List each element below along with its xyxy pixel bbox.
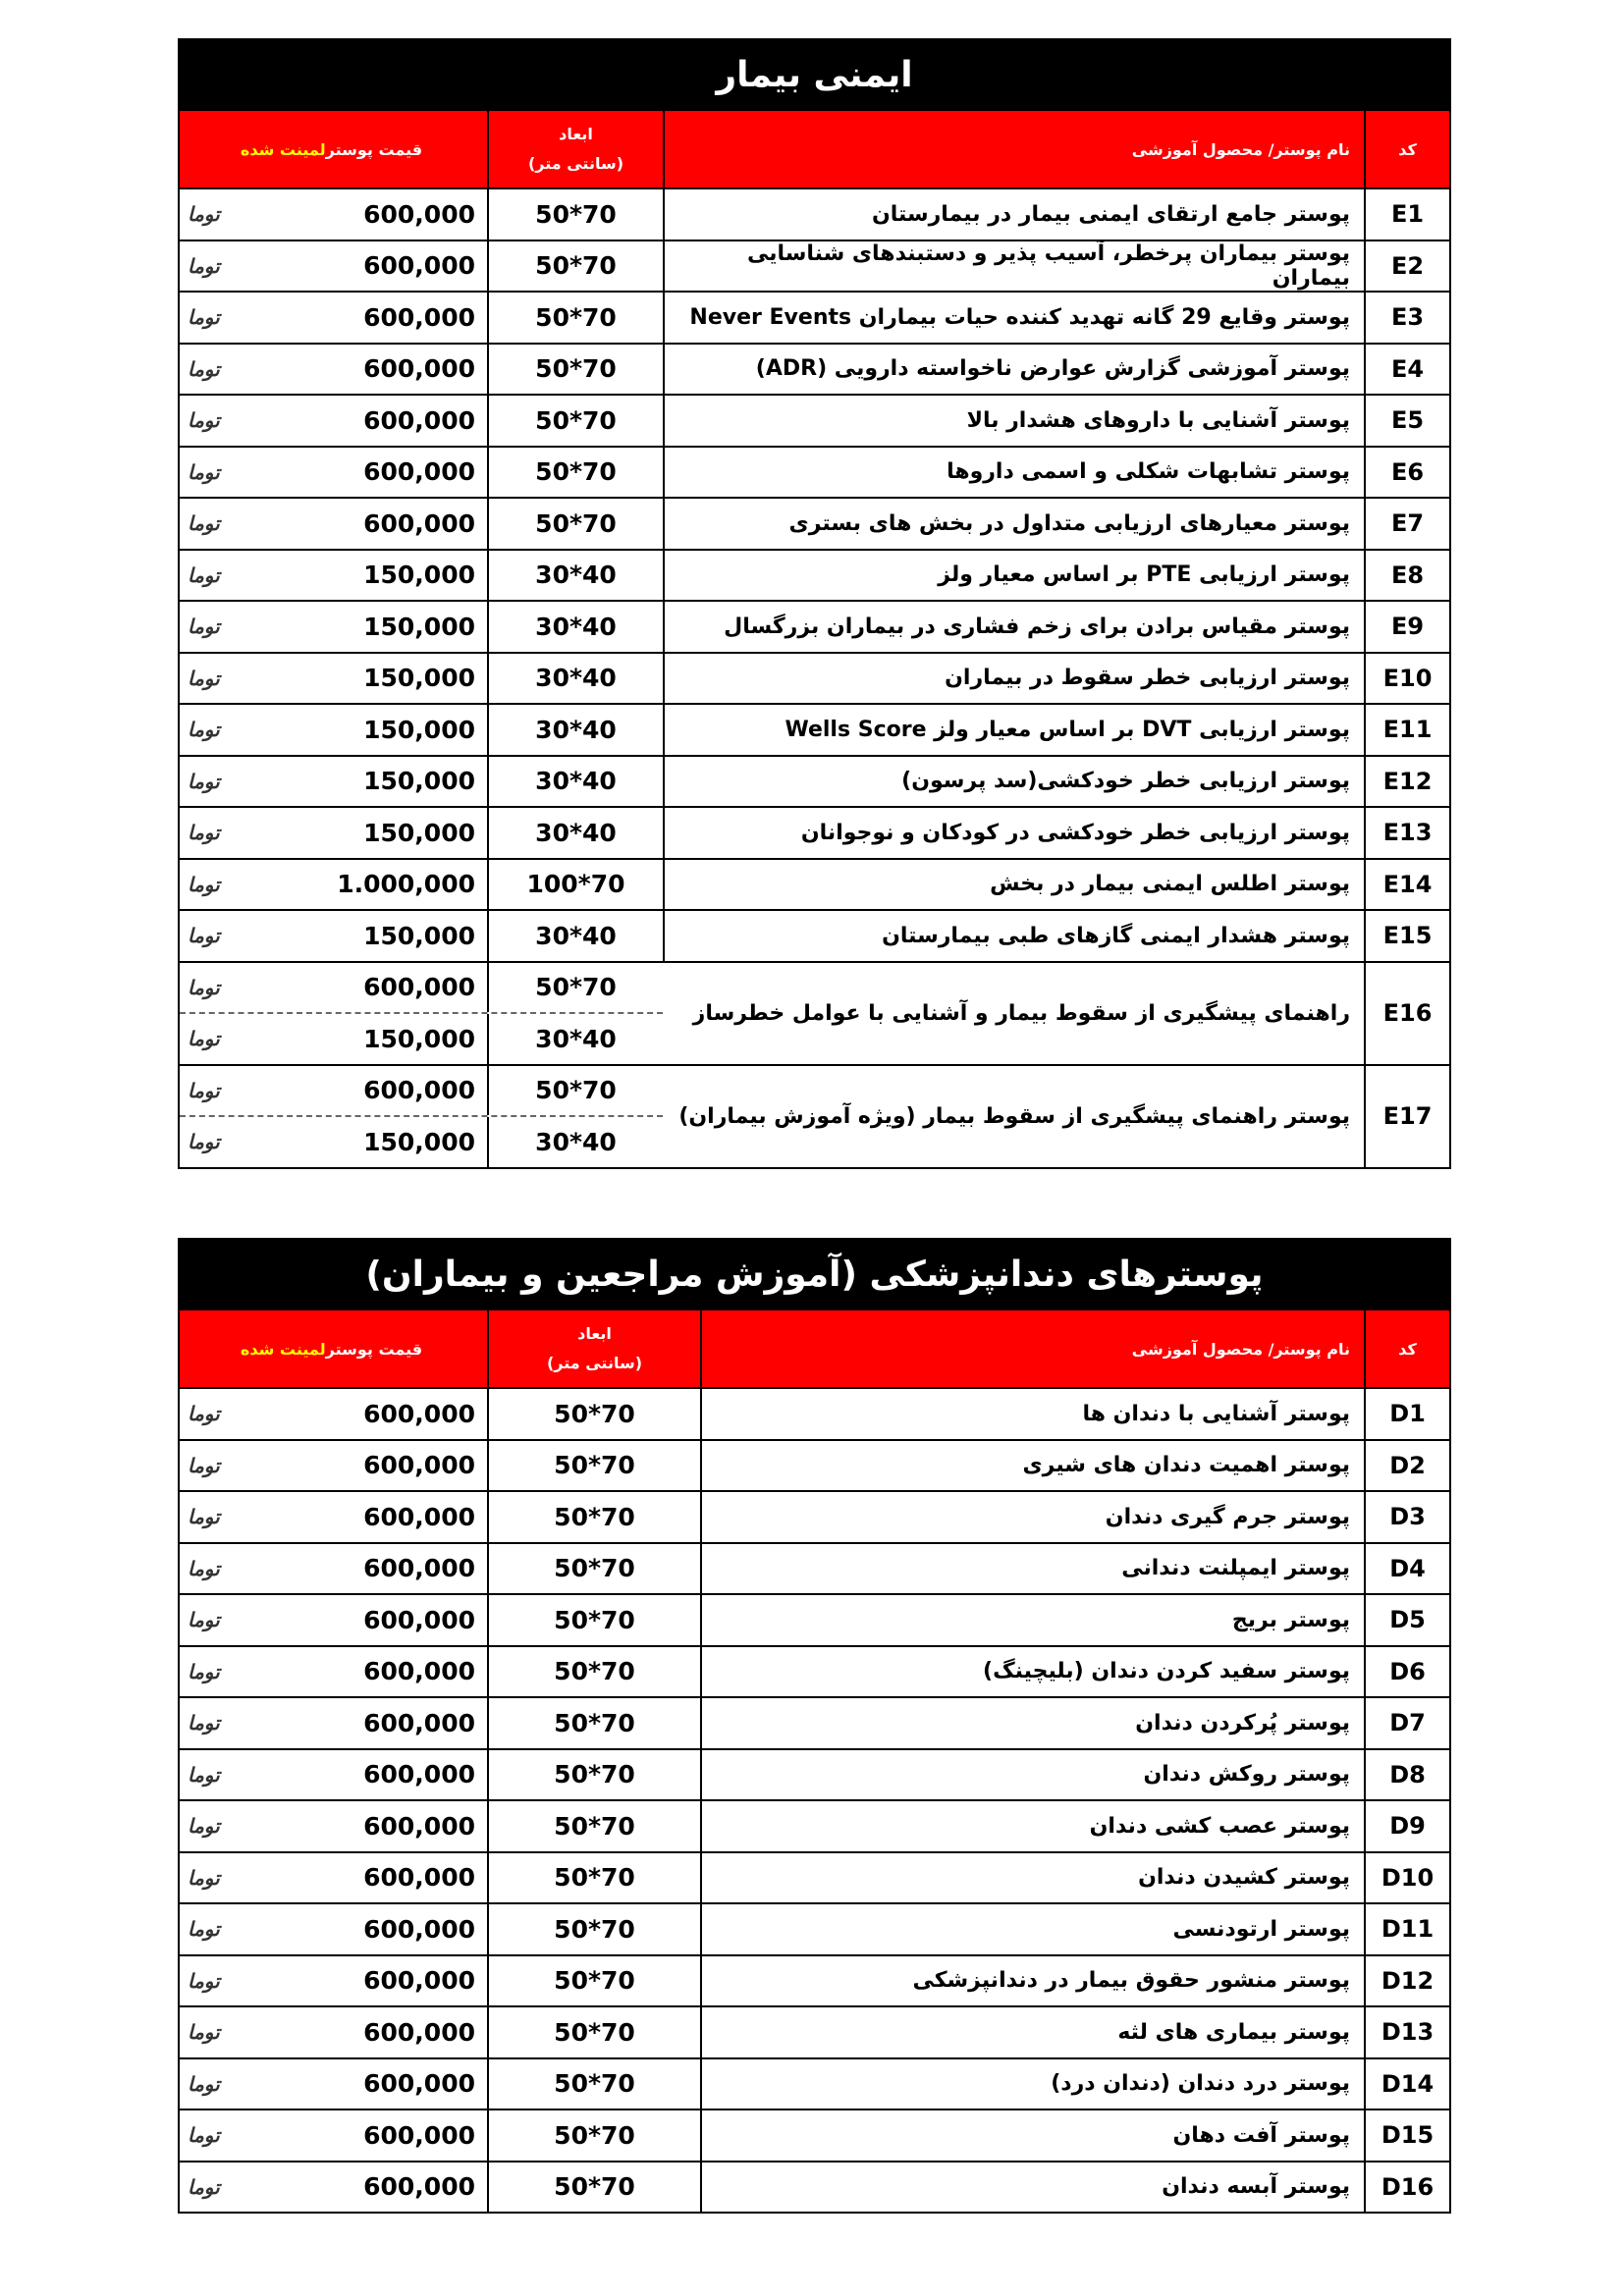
price-cell (180, 602, 487, 652)
price-cell (180, 241, 487, 292)
variant-row (180, 1115, 663, 1167)
code-cell: D1 (1364, 1389, 1449, 1439)
section-title: پوسترهای دندانپزشکی (آموزش مراجعین و بیماران) (180, 1240, 1449, 1308)
name-cell: پوستر درد دندان (دندان درد) (700, 2059, 1364, 2109)
price-cell (180, 1853, 487, 1903)
code-cell: D4 (1364, 1544, 1449, 1594)
price-value: 150,000 (363, 1127, 475, 1156)
patient-safety-table (178, 38, 1451, 1169)
code-cell: D2 (1364, 1441, 1449, 1491)
price-value: 600,000 (363, 457, 475, 487)
price-value: 600,000 (363, 973, 475, 1002)
brand-logo: توما (188, 459, 220, 484)
table-header (180, 1308, 1449, 1387)
table-row (180, 806, 1449, 858)
price-cell (180, 551, 487, 601)
name-cell: پوستر کشیدن دندان (700, 1853, 1364, 1903)
brand-logo: توما (188, 1711, 220, 1735)
section-title: ایمنی بیمار (180, 40, 1449, 109)
header-dim-line2: (سانتی متر) (527, 154, 624, 173)
code-cell: D15 (1364, 2110, 1449, 2161)
name-cell: پوستر هشدار ایمنی گازهای طبی بیمارستان (663, 911, 1364, 961)
price-cell (180, 1544, 487, 1594)
dimension-cell: 30*40 (487, 1014, 663, 1064)
price-cell (180, 396, 487, 446)
price-cell (180, 293, 487, 343)
name-cell: پوستر بیماران پرخطر، آسیب پذیر و دستبندهای شناسایی بیماران (663, 241, 1364, 292)
dimension-cell: 50*70 (487, 2059, 700, 2109)
header-dim-line1: ابعاد (559, 125, 593, 143)
variant-row (180, 963, 663, 1013)
table-row (180, 2109, 1449, 2161)
price-cell (180, 1698, 487, 1748)
brand-logo: توما (188, 1659, 220, 1683)
name-cell: پوستر ارزیابی خطر خودکشی در کودکان و نوجوانان (663, 808, 1364, 858)
dimension-cell: 50*70 (487, 1801, 700, 1851)
dimension-cell: 50*70 (487, 1595, 700, 1645)
name-cell: پوستر ارزیابی خطر خودکشی(سد پرسون) (663, 757, 1364, 807)
header-code: کد (1364, 111, 1449, 187)
name-cell: پوستر جامع ارتقای ایمنی بیمار در بیمارستان (663, 189, 1364, 240)
header-name: نام پوستر/ محصول آموزشی (700, 1310, 1364, 1387)
brand-logo: توما (188, 511, 220, 536)
name-cell: پوستر ایمپلنت دندانی (700, 1544, 1364, 1594)
brand-logo: توما (188, 924, 220, 948)
price-cell (180, 911, 487, 961)
table-row (180, 2057, 1449, 2109)
table-row-group (180, 1064, 1449, 1167)
header-price-highlight: لمینت شده (240, 1339, 326, 1359)
brand-logo: توما (188, 1762, 220, 1787)
code-cell: E4 (1364, 345, 1449, 395)
table-row (180, 1851, 1449, 1903)
brand-logo: توما (188, 718, 220, 742)
price-cell (180, 1492, 487, 1542)
code-cell: E5 (1364, 396, 1449, 446)
brand-logo: توما (188, 1556, 220, 1580)
group-variants (180, 963, 663, 1064)
brand-logo: توما (188, 2174, 220, 2199)
dimension-cell: 50*70 (487, 499, 663, 549)
table-row (180, 1696, 1449, 1748)
name-cell: پوستر جرم گیری دندان (700, 1492, 1364, 1542)
price-cell (180, 1117, 487, 1167)
table-row (180, 1748, 1449, 1800)
brand-logo: توما (188, 821, 220, 845)
price-value: 600,000 (363, 1760, 475, 1789)
brand-logo: توما (188, 872, 220, 896)
name-cell: پوستر آبسه دندان (700, 2163, 1364, 2213)
price-cell (180, 345, 487, 395)
brand-logo: توما (188, 356, 220, 381)
code-cell: D16 (1364, 2163, 1449, 2213)
name-cell: پوستر منشور حقوق بیمار در دندانپزشکی (700, 1956, 1364, 2006)
price-value: 150,000 (363, 767, 475, 796)
brand-logo: توما (188, 666, 220, 690)
brand-logo: توما (188, 769, 220, 793)
dimension-cell: 50*70 (487, 448, 663, 498)
header-dimensions (487, 111, 663, 187)
dimension-cell: 50*70 (487, 1698, 700, 1748)
table-row (180, 755, 1449, 807)
dimension-cell: 50*70 (487, 396, 663, 446)
dimension-cell: 30*40 (487, 757, 663, 807)
price-value: 600,000 (363, 1914, 475, 1944)
table-row (180, 858, 1449, 910)
price-cell (180, 1750, 487, 1800)
code-cell: E6 (1364, 448, 1449, 498)
price-cell (180, 189, 487, 240)
price-value: 600,000 (363, 1966, 475, 1996)
variant-row (180, 1012, 663, 1064)
brand-logo: توما (188, 1453, 220, 1477)
price-cell (180, 705, 487, 755)
name-cell: پوستر آموزشی گزارش عوارض ناخواسته دارویی (ADR) (663, 345, 1364, 395)
price-value: 600,000 (363, 251, 475, 281)
price-value: 150,000 (363, 561, 475, 590)
table-row (180, 1645, 1449, 1697)
brand-logo: توما (188, 2123, 220, 2148)
price-value: 1.000,000 (337, 870, 475, 899)
group-variants (180, 1066, 663, 1167)
price-value: 600,000 (363, 2017, 475, 2047)
name-cell: پوستر مقیاس برادن برای زخم فشاری در بیماران بزرگسال (663, 602, 1364, 652)
brand-logo: توما (188, 1917, 220, 1942)
price-value: 600,000 (363, 354, 475, 384)
dimension-cell: 50*70 (487, 293, 663, 343)
dimension-cell: 50*70 (487, 1956, 700, 2006)
price-cell (180, 2110, 487, 2161)
code-cell: E1 (1364, 189, 1449, 240)
brand-logo: توما (188, 562, 220, 587)
price-value: 150,000 (363, 715, 475, 744)
name-cell: پوستر عصب کشی دندان (700, 1801, 1364, 1851)
price-cell (180, 1801, 487, 1851)
code-cell: E2 (1364, 241, 1449, 292)
table-row (180, 1954, 1449, 2006)
dimension-cell: 50*70 (487, 2007, 700, 2057)
name-cell: پوستر اهمیت دندان های شیری (700, 1441, 1364, 1491)
price-value: 600,000 (363, 1554, 475, 1583)
name-cell: پوستر آشنایی با داروهای هشدار بالا (663, 396, 1364, 446)
table-row-group (180, 961, 1449, 1064)
table-row (180, 291, 1449, 343)
price-value: 600,000 (363, 1605, 475, 1634)
brand-logo: توما (188, 1505, 220, 1529)
name-cell: پوستر بریج (700, 1595, 1364, 1645)
table-row (180, 652, 1449, 704)
brand-logo: توما (188, 202, 220, 227)
price-value: 600,000 (363, 1399, 475, 1428)
code-cell: D8 (1364, 1750, 1449, 1800)
name-cell: پوستر معیارهای ارزیابی متداول در بخش های بستری (663, 499, 1364, 549)
header-dim-line2: (سانتی متر) (546, 1354, 643, 1372)
code-cell: D14 (1364, 2059, 1449, 2109)
dimension-cell: 50*70 (487, 1544, 700, 1594)
table-row (180, 187, 1449, 240)
price-cell (180, 1956, 487, 2006)
code-cell: E17 (1364, 1066, 1449, 1167)
name-cell: پوستر سفید کردن دندان (بلیچینگ) (700, 1647, 1364, 1697)
header-code: کد (1364, 1310, 1449, 1387)
price-cell (180, 2007, 487, 2057)
dental-posters-table (178, 1238, 1451, 2214)
brand-logo: توما (188, 1078, 220, 1102)
price-value: 150,000 (363, 818, 475, 847)
code-cell: D10 (1364, 1853, 1449, 1903)
code-cell: D3 (1364, 1492, 1449, 1542)
price-cell (180, 1441, 487, 1491)
name-cell: پوستر ارزیابی PTE بر اساس معیار ولز (663, 551, 1364, 601)
dimension-cell: 50*70 (487, 241, 663, 292)
price-value: 600,000 (363, 508, 475, 538)
group-info (663, 963, 1449, 1064)
dimension-cell: 50*70 (487, 963, 663, 1013)
code-cell: E3 (1364, 293, 1449, 343)
brand-logo: توما (188, 1968, 220, 1993)
price-cell (180, 1066, 487, 1116)
name-cell: پوستر آشنایی با دندان ها (700, 1389, 1364, 1439)
dimension-cell: 50*70 (487, 1904, 700, 1954)
table-row (180, 909, 1449, 961)
price-value: 600,000 (363, 1708, 475, 1737)
table-header (180, 109, 1449, 187)
header-dimensions (487, 1310, 700, 1387)
code-cell: E12 (1364, 757, 1449, 807)
header-price-label: قیمت پوستر (325, 139, 423, 159)
variant-row (180, 1066, 663, 1116)
brand-logo: توما (188, 975, 220, 999)
code-cell: D13 (1364, 2007, 1449, 2057)
code-cell: D11 (1364, 1904, 1449, 1954)
name-cell: پوستر ارزیابی DVT بر اساس معیار ولز Wells Score (663, 705, 1364, 755)
brand-logo: توما (188, 1814, 220, 1839)
price-value: 150,000 (363, 612, 475, 641)
price-cell (180, 1904, 487, 1954)
dimension-cell: 50*70 (487, 1647, 700, 1697)
price-cell (180, 808, 487, 858)
brand-logo: توما (188, 2020, 220, 2045)
header-name: نام پوستر/ محصول آموزشی (663, 111, 1364, 187)
price-value: 150,000 (363, 1024, 475, 1053)
dimension-cell: 30*40 (487, 551, 663, 601)
dimension-cell: 100*70 (487, 860, 663, 910)
price-cell (180, 1014, 487, 1064)
table-row (180, 343, 1449, 395)
price-value: 600,000 (363, 405, 475, 435)
name-cell: پوستر اطلس ایمنی بیمار در بخش (663, 860, 1364, 910)
dimension-cell: 30*40 (487, 1117, 663, 1167)
dimension-cell: 50*70 (487, 189, 663, 240)
code-cell: E9 (1364, 602, 1449, 652)
code-cell: E8 (1364, 551, 1449, 601)
name-cell: پوستر وقایع 29 گانه تهدید کننده حیات بیماران Never Events (663, 293, 1364, 343)
name-cell: پوستر بیماری های لثه (700, 2007, 1364, 2057)
code-cell: D7 (1364, 1698, 1449, 1748)
table-row (180, 2161, 1449, 2213)
code-cell: D5 (1364, 1595, 1449, 1645)
code-cell: D9 (1364, 1801, 1449, 1851)
brand-logo: توما (188, 614, 220, 639)
price-value: 600,000 (363, 1076, 475, 1105)
dimension-cell: 30*40 (487, 602, 663, 652)
code-cell: E13 (1364, 808, 1449, 858)
code-cell: E7 (1364, 499, 1449, 549)
dimension-cell: 50*70 (487, 1066, 663, 1116)
price-value: 600,000 (363, 2069, 475, 2099)
dimension-cell: 50*70 (487, 2163, 700, 2213)
table-row (180, 1542, 1449, 1594)
price-value: 150,000 (363, 921, 475, 950)
price-cell (180, 448, 487, 498)
code-cell: E10 (1364, 654, 1449, 704)
table-row (180, 1439, 1449, 1491)
code-cell: D6 (1364, 1647, 1449, 1697)
dimension-cell: 50*70 (487, 1750, 700, 1800)
price-value: 150,000 (363, 664, 475, 693)
table-row (180, 1593, 1449, 1645)
name-cell: پوستر روکش دندان (700, 1750, 1364, 1800)
name-cell: پوستر پُرکردن دندان (700, 1698, 1364, 1748)
brand-logo: توما (188, 253, 220, 278)
group-info (663, 1066, 1449, 1167)
table-row (180, 1490, 1449, 1542)
dimension-cell: 30*40 (487, 705, 663, 755)
price-value: 600,000 (363, 1451, 475, 1480)
dimension-cell: 30*40 (487, 808, 663, 858)
price-cell (180, 2059, 487, 2109)
code-cell: D12 (1364, 1956, 1449, 2006)
price-value: 600,000 (363, 2120, 475, 2150)
name-cell: پوستر ارزیابی خطر سقوط در بیماران (663, 654, 1364, 704)
table-row (180, 1799, 1449, 1851)
code-cell: E15 (1364, 911, 1449, 961)
price-value: 600,000 (363, 1657, 475, 1686)
price-cell (180, 1595, 487, 1645)
price-cell (180, 860, 487, 910)
dimension-cell: 50*70 (487, 2110, 700, 2161)
price-value: 600,000 (363, 1502, 475, 1531)
header-dim-line1: ابعاد (577, 1324, 612, 1343)
brand-logo: توما (188, 2071, 220, 2096)
brand-logo: توما (188, 1130, 220, 1154)
dimension-cell: 50*70 (487, 1389, 700, 1439)
name-cell: راهنمای پیشگیری از سقوط بیمار و آشنایی با عوامل خطرساز (692, 1000, 1350, 1026)
name-cell: پوستر راهنمای پیشگیری از سقوط بیمار (ویژه آموزش بیماران) (678, 1103, 1350, 1129)
price-cell (180, 1389, 487, 1439)
table-row (180, 703, 1449, 755)
brand-logo: توما (188, 1608, 220, 1632)
dimension-cell: 50*70 (487, 1441, 700, 1491)
brand-logo: توما (188, 1865, 220, 1890)
price-cell (180, 1647, 487, 1697)
table-row (180, 1902, 1449, 1954)
brand-logo: توما (188, 305, 220, 330)
table-row (180, 600, 1449, 652)
price-cell (180, 654, 487, 704)
brand-logo: توما (188, 1402, 220, 1426)
brand-logo: توما (188, 1027, 220, 1051)
table-row (180, 549, 1449, 601)
name-cell: پوستر ارتودنسی (700, 1904, 1364, 1954)
price-cell (180, 963, 487, 1013)
dimension-cell: 30*40 (487, 911, 663, 961)
name-cell: پوستر آفت دهان (700, 2110, 1364, 2161)
price-cell (180, 757, 487, 807)
name-cell: پوستر تشابهات شکلی و اسمی داروها (663, 448, 1364, 498)
header-price-label: قیمت پوستر (325, 1339, 423, 1359)
header-price-highlight: لمینت شده (240, 139, 326, 159)
table-row (180, 2005, 1449, 2057)
price-value: 600,000 (363, 302, 475, 332)
code-cell: E16 (1364, 963, 1449, 1064)
code-cell: E14 (1364, 860, 1449, 910)
price-value: 600,000 (363, 1863, 475, 1893)
table-row (180, 1387, 1449, 1439)
dimension-cell: 50*70 (487, 345, 663, 395)
code-cell: E11 (1364, 705, 1449, 755)
price-value: 600,000 (363, 199, 475, 229)
brand-logo: توما (188, 408, 220, 433)
dimension-cell: 50*70 (487, 1853, 700, 1903)
table-row (180, 240, 1449, 292)
price-value: 600,000 (363, 1811, 475, 1841)
dimension-cell: 50*70 (487, 1492, 700, 1542)
table-row (180, 497, 1449, 549)
table-row (180, 446, 1449, 498)
price-cell (180, 2163, 487, 2213)
price-cell (180, 499, 487, 549)
price-value: 600,000 (363, 2172, 475, 2202)
header-price (180, 111, 487, 187)
table-row (180, 394, 1449, 446)
header-price (180, 1310, 487, 1387)
dimension-cell: 30*40 (487, 654, 663, 704)
